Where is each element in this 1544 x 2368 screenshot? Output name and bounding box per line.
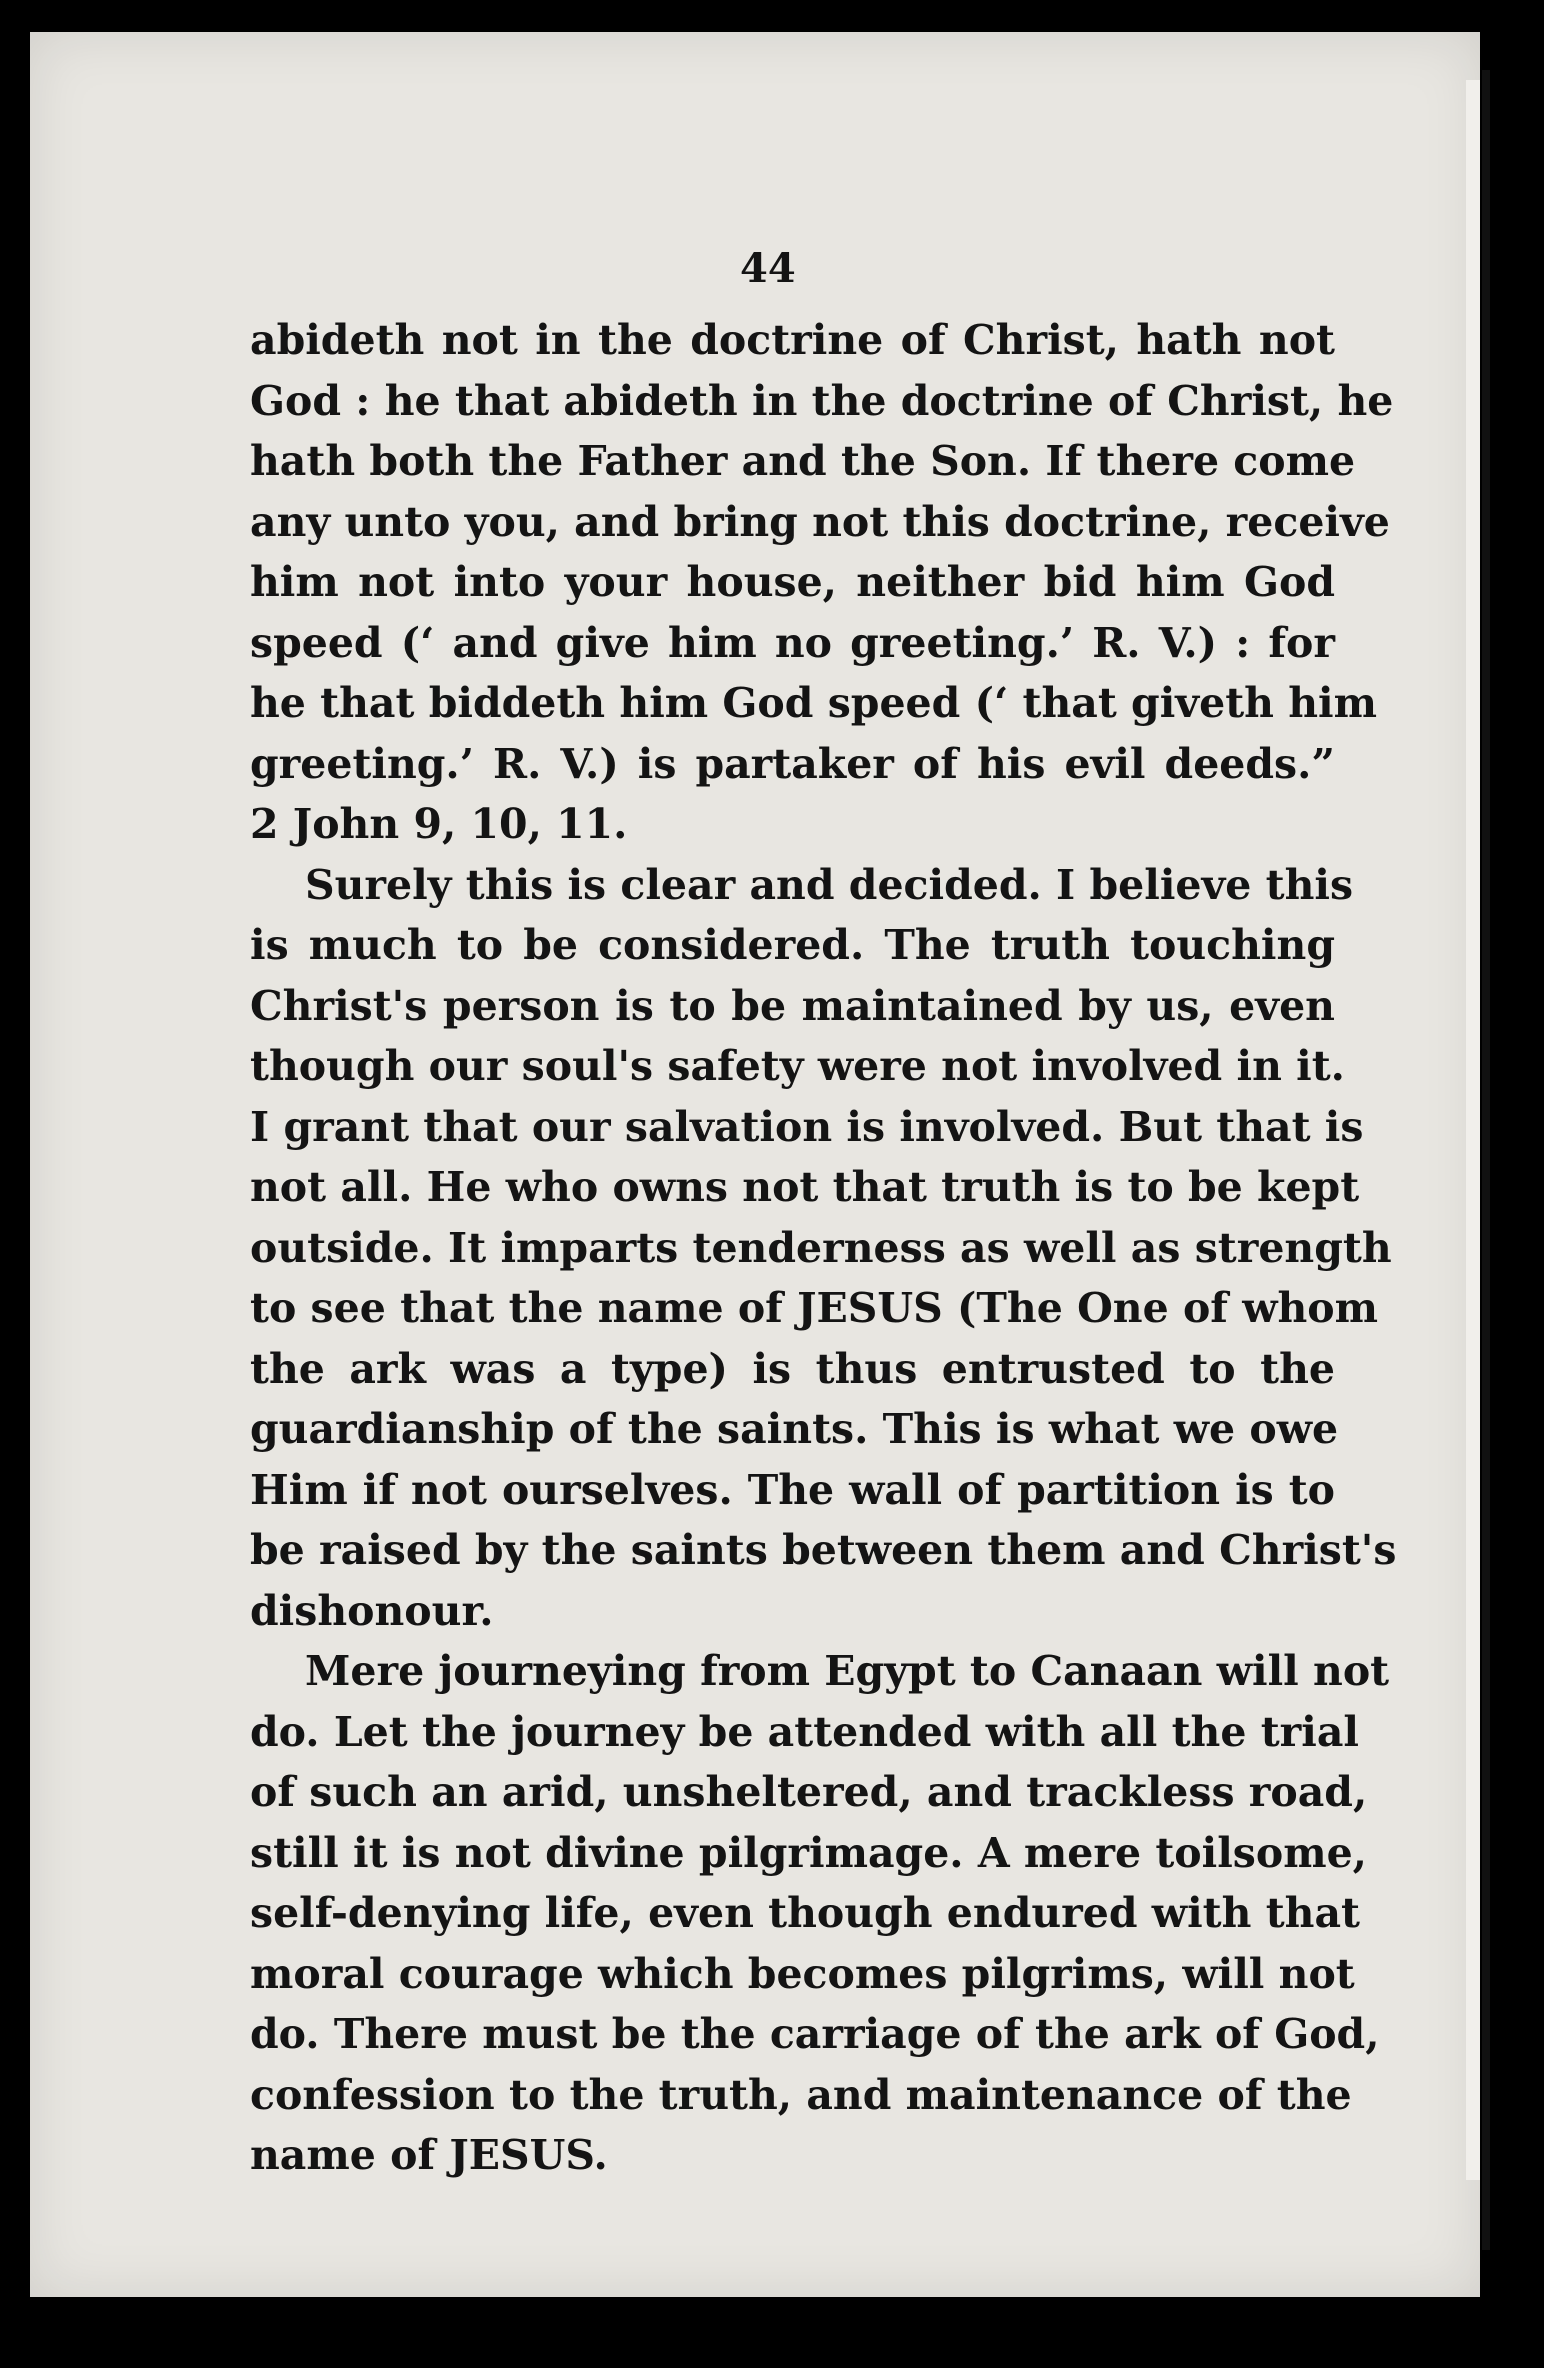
- text-line: not all. He who owns not that truth is to be kept: [250, 1163, 1360, 1211]
- text-line: to see that the name of JESUS (The One of whom: [250, 1284, 1379, 1332]
- text-line: the ark was a type) is thus entrusted to the: [250, 1344, 1335, 1393]
- text-line: outside. It imparts tenderness as well as strength: [250, 1223, 1392, 1272]
- text-line: 2 John 9, 10, 11.: [250, 800, 628, 848]
- text-line: name of JESUS.: [250, 2131, 608, 2179]
- text-line: greeting.’ R. V.) is partaker of his evil deeds.”: [250, 739, 1335, 788]
- text-line: abideth not in the doctrine of Christ, hath not: [250, 316, 1335, 364]
- text-line: dishonour.: [250, 1586, 494, 1635]
- text-line: Surely this is clear and decided. I believe this: [305, 860, 1354, 909]
- text-line: he that biddeth him God speed (‘ that giveth him: [250, 679, 1377, 727]
- text-line: of such an arid, unsheltered, and trackless road,: [250, 1768, 1368, 1816]
- binding-shadow: [1482, 70, 1490, 2250]
- scan-margin: [1490, 30, 1544, 2300]
- text-line: speed (‘ and give him no greeting.’ R. V.) : for: [250, 618, 1335, 667]
- text-line: confession to the truth, and maintenance of the: [250, 2070, 1352, 2119]
- text-line: do. Let the journey be attended with all the trial: [250, 1707, 1359, 1756]
- text-line: though our soul's safety were not involved in it.: [250, 1042, 1345, 1090]
- text-line: hath both the Father and the Son. If there come: [250, 437, 1356, 485]
- text-line: him not into your house, neither bid him God: [250, 558, 1335, 606]
- text-line: do. There must be the carriage of the ark of God,: [250, 2010, 1380, 2058]
- page-edge: [1466, 80, 1480, 2180]
- text-line: Mere journeying from Egypt to Canaan will not: [305, 1647, 1390, 1695]
- text-line: moral courage which becomes pilgrims, will not: [250, 1949, 1355, 1998]
- text-line: is much to be considered. The truth touching: [250, 921, 1335, 969]
- text-line: self-denying life, even though endured with that: [250, 1889, 1360, 1937]
- text-line: Him if not ourselves. The wall of partition is to: [250, 1465, 1335, 1514]
- text-line: any unto you, and bring not this doctrine, receive: [250, 497, 1390, 546]
- text-line: Christ's person is to be maintained by us, even: [250, 981, 1335, 1030]
- page-number: 44: [740, 245, 796, 292]
- text-line: guardianship of the saints. This is what we owe: [250, 1405, 1339, 1453]
- text-line: still it is not divine pilgrimage. A mere toilsome,: [250, 1828, 1367, 1877]
- body-text: [250, 240, 1397, 2186]
- text-line: be raised by the saints between them and Christ's: [250, 1526, 1397, 1574]
- text-line: I grant that our salvation is involved. But that is: [250, 1102, 1364, 1151]
- text-line: God : he that abideth in the doctrine of Christ, he: [250, 376, 1394, 425]
